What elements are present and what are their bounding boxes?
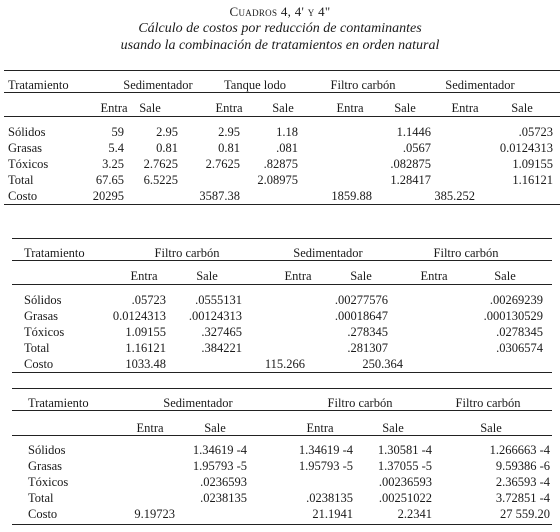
table-cell: .384221 <box>201 341 242 355</box>
table-cell: 1.34619 -4 <box>298 443 353 457</box>
table-cell: 6.5225 <box>143 173 178 187</box>
table-cell: .00236593 <box>378 475 432 489</box>
table-cell: .0278345 <box>496 325 543 339</box>
table-cell: 1.30581 -4 <box>377 443 432 457</box>
subheader-entra: Entra <box>136 421 164 435</box>
subheader-sale: Sale <box>350 269 372 283</box>
table-cell: 2.7625 <box>205 157 240 171</box>
table-cell: 250.364 <box>362 357 403 371</box>
table-cell: .082875 <box>390 157 431 171</box>
group-header: Filtro carbón <box>327 396 393 410</box>
table-cell: .327465 <box>201 325 242 339</box>
column-header-tratamiento: Tratamiento <box>28 396 89 410</box>
table-cell: 1.37055 -5 <box>377 459 432 473</box>
table-cell: 1.09155 <box>512 157 553 171</box>
subheader-sale: Sale <box>272 101 294 115</box>
table-cell: 27 559.20 <box>500 507 550 521</box>
table-cell: .278345 <box>347 325 388 339</box>
table-cell: .000130529 <box>483 309 543 323</box>
table-rule <box>4 70 560 71</box>
subheader-sale: Sale <box>204 421 226 435</box>
table-cell: 1.95793 -5 <box>298 459 353 473</box>
row-label: Grasas <box>8 141 43 155</box>
table-cell: .00277576 <box>334 293 388 307</box>
table-cell: 2.2341 <box>397 507 432 521</box>
table-cell: 0.0124313 <box>112 309 166 323</box>
table-cell: .281307 <box>347 341 388 355</box>
row-label: Sólidos <box>8 125 46 139</box>
table-cell: .0567 <box>402 141 431 155</box>
subheader-entra: Entra <box>100 101 128 115</box>
table-cell: 1859.88 <box>331 189 372 203</box>
table-cell: 1.266663 -4 <box>489 443 550 457</box>
table-cell: 2.95 <box>218 125 240 139</box>
table-cell: .0236593 <box>200 475 247 489</box>
table-cell: 1.28417 <box>390 173 431 187</box>
table-cell: .05723 <box>518 125 553 139</box>
group-header: Tanque lodo <box>224 78 286 92</box>
table-rule <box>12 260 552 261</box>
row-label: Total <box>8 173 34 187</box>
table-cell: 1.16121 <box>512 173 553 187</box>
caption-line-2: usando la combinación de tratamientos en orden natural <box>120 38 440 53</box>
row-label: Costo <box>28 507 58 521</box>
group-header: Filtro carbón <box>455 396 521 410</box>
caption-title: Cuadros 4, 4' y 4" <box>229 4 331 19</box>
table-rule <box>12 388 552 389</box>
subheader-entra: Entra <box>306 421 334 435</box>
table-cell: 1.09155 <box>125 325 166 339</box>
subheader-entra: Entra <box>420 269 448 283</box>
table-cell: .82875 <box>263 157 298 171</box>
table-cell: .0306574 <box>496 341 543 355</box>
row-label: Grasas <box>24 309 59 323</box>
table-rule <box>12 284 552 285</box>
table-rule <box>4 204 560 205</box>
table-rule <box>12 372 552 373</box>
table-cell: 9.19723 <box>134 507 175 521</box>
group-header: Filtro carbón <box>330 78 396 92</box>
table-rule <box>12 238 552 239</box>
table-cell: 67.65 <box>95 173 124 187</box>
subheader-sale: Sale <box>494 269 516 283</box>
table-cell: .0238135 <box>200 491 247 505</box>
table-cell: 2.7625 <box>143 157 178 171</box>
row-label: Costo <box>24 357 54 371</box>
group-header: Sedimentador <box>163 396 233 410</box>
row-label: Total <box>24 341 50 355</box>
subheader-entra: Entra <box>336 101 364 115</box>
table-cell: 1.16121 <box>125 341 166 355</box>
table-cell: .00018647 <box>334 309 388 323</box>
table-rule <box>4 116 560 117</box>
table-rule <box>12 410 552 411</box>
table-cell: 385.252 <box>434 189 475 203</box>
table-cell: 1.18 <box>276 125 298 139</box>
table-cell: 9.59386 -6 <box>495 459 550 473</box>
table-cell: 115.266 <box>264 357 305 371</box>
table-cell: 0.0124313 <box>499 141 553 155</box>
table-cell: .0555131 <box>195 293 242 307</box>
table-cell: 3587.38 <box>199 189 240 203</box>
table-cell: 2.36593 -4 <box>495 475 550 489</box>
caption-line-1: Cálculo de costos por reducción de contaminantes <box>138 21 422 36</box>
table-rule <box>12 524 552 525</box>
row-label: Tóxicos <box>8 157 49 171</box>
row-label: Tóxicos <box>28 475 69 489</box>
table-cell: 1.95793 -5 <box>192 459 247 473</box>
table-cell: .00124313 <box>188 309 242 323</box>
subheader-sale: Sale <box>196 269 218 283</box>
table-cell: 59 <box>111 125 124 139</box>
row-label: Total <box>28 491 54 505</box>
column-header-tratamiento: Tratamiento <box>24 246 85 260</box>
column-header-tratamiento: Tratamiento <box>8 78 69 92</box>
subheader-entra: Entra <box>215 101 243 115</box>
table-cell: 3.72851 -4 <box>495 491 550 505</box>
group-header: Filtro carbón <box>433 246 499 260</box>
table-cell: 3.25 <box>102 157 124 171</box>
group-header: Sedimentador <box>293 246 363 260</box>
table-cell: 20295 <box>92 189 124 203</box>
subheader-entra: Entra <box>451 101 479 115</box>
subheader-sale: Sale <box>382 421 404 435</box>
table-cell: .00269239 <box>489 293 543 307</box>
subheader-sale: Sale <box>511 101 533 115</box>
group-header: Filtro carbón <box>154 246 220 260</box>
group-header: Sedimentador <box>445 78 515 92</box>
table-cell: .05723 <box>131 293 166 307</box>
table-rule <box>4 92 560 93</box>
row-label: Sólidos <box>24 293 62 307</box>
table-cell: 0.81 <box>156 141 178 155</box>
subheader-sale: Sale <box>394 101 416 115</box>
row-label: Grasas <box>28 459 63 473</box>
subheader-entra: Entra <box>130 269 158 283</box>
row-label: Costo <box>8 189 38 203</box>
table-cell: 5.4 <box>108 141 124 155</box>
table-cell: .081 <box>276 141 298 155</box>
table-cell: 1.1446 <box>396 125 431 139</box>
table-cell: 1033.48 <box>125 357 166 371</box>
table-cell: .0238135 <box>306 491 353 505</box>
row-label: Tóxicos <box>24 325 65 339</box>
subheader-entra: Entra <box>284 269 312 283</box>
row-label: Sólidos <box>28 443 66 457</box>
subheader-sale: Sale <box>480 421 502 435</box>
table-cell: .00251022 <box>378 491 432 505</box>
table-rule <box>12 435 552 436</box>
table-cell: 21.1941 <box>312 507 353 521</box>
subheader-sale: Sale <box>139 101 161 115</box>
table-cell: 0.81 <box>218 141 240 155</box>
table-cell: 2.95 <box>156 125 178 139</box>
table-cell: 1.34619 -4 <box>192 443 247 457</box>
table-cell: 2.08975 <box>257 173 298 187</box>
group-header: Sedimentador <box>123 78 193 92</box>
